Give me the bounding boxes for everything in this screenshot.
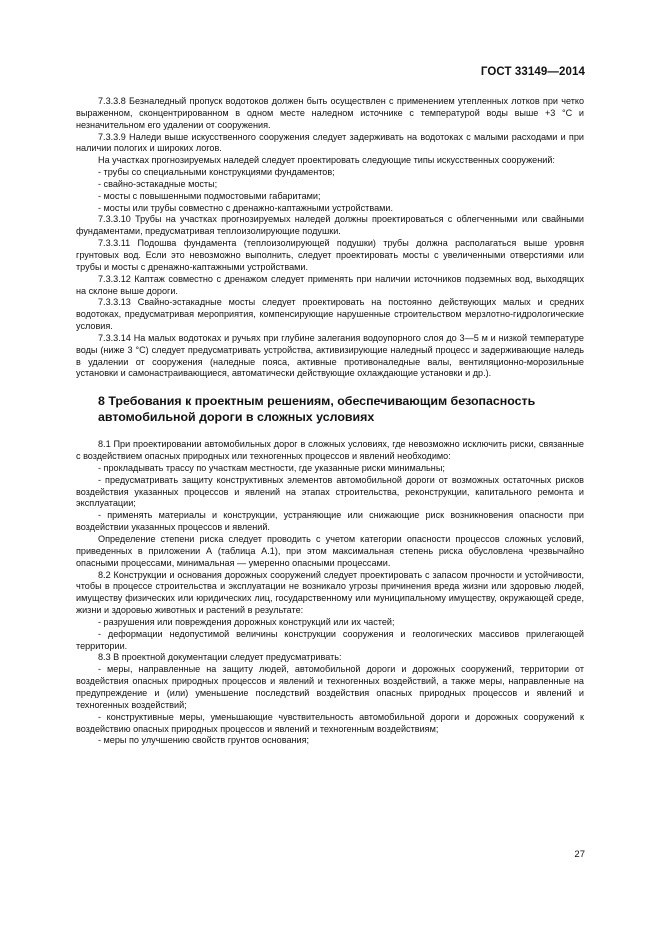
clause-7-3-3-14: 7.3.3.14 На малых водотоках и ручьях при глубине залегания водоупорного слоя до 3—5 м и низкой температуре воды (ниже 3 °С) следует предусматривать устройства, активизирующие наледный процесс и задерживающие наледь в удалении от сооружения (наледные пояса, активные противоналедные валы, вентиляционно-морозильные установки и самонастраивающиеся, автоматически действующие охлаждающие установки и др.). [76, 332, 584, 379]
section-heading: 8 Требования к проектным решениям, обеспечивающим безопасность автомобильной дороги в сложных условиях [98, 394, 536, 424]
clause-8-1: 8.1 При проектировании автомобильных дорог в сложных условиях, где невозможно исключить риски, связанные с воздействием опасных природных или техногенных процессов и явлений необходимо: [76, 439, 584, 462]
list-item: - разрушения или повреждения дорожных конструкций или их частей; [98, 616, 395, 627]
clause-7-3-3-9: 7.3.3.9 Наледи выше искусственного сооружения следует задерживать на водотоках с малыми расходами и при наличии пологих и широких логов. [76, 131, 584, 154]
paragraph-structure-types: На участках прогнозируемых наледей следует проектировать следующие типы искусственных сооружений: [98, 155, 555, 166]
clause-7-3-3-11: 7.3.3.11 Подошва фундамента (теплоизолирующей подушки) трубы должна располагаться выше уровня грунтовых вод. Если это невозможно выполнить, следует проектировать мосты с увеличенными отверстиями или трубы и мосты с дренажно-каптажными устройствами. [76, 238, 584, 272]
clause-7-3-3-8: 7.3.3.8 Безналедный пропуск водотоков должен быть осуществлен с применением утепленных лотков при четко выраженном, сконцентрированном в одном месте наледном источнике с температурой воды выше +3 °С и незначительном его удалении от сооружения. [76, 96, 584, 130]
list-item: - меры, направленные на защиту людей, автомобильной дороги и дорожных сооружений, территории от воздействия опасных природных процессов и явлений и техногенных воздействий, а также меры, направленные на предупреждение и (или) уменьшение последствий воздействия опасных природных процессов и явлений и техногенных воздействий; [76, 664, 584, 710]
paragraph-risk-degree: Определение степени риска следует проводить с учетом категории опасности процессов сложных условий, приведенных в приложении А (таблица А.1), при этом максимальная степень риска обусловлена чрезвычайно опасными процессами, минимальная — умеренно опасными процессами. [76, 534, 584, 568]
list-item: - применять материалы и конструкции, устраняющие или снижающие риск возникновения опасности при воздействии указанных процессов и явлений. [76, 510, 584, 533]
clause-7-3-3-12: 7.3.3.12 Каптаж совместно с дренажом следует применять при наличии источников подземных вод, выходящих на склоне выше дороги. [76, 273, 584, 296]
list-item: - трубы со специальными конструкциями фундаментов; [98, 167, 335, 178]
clause-7-3-3-10: 7.3.3.10 Трубы на участках прогнозируемых наледей должны проектироваться с облегченными или свайными фундаментами, предусматривая теплоизолирующие подушки. [76, 214, 584, 237]
clause-8-2: 8.2 Конструкции и основания дорожных сооружений следует проектировать с запасом прочности и устойчивости, чтобы в процессе строительства и эксплуатации не возникало угрозы причинения вреда жизни или здоровью людей, имуществу физических или юридических лиц, государственному или муниципальному имуществу, окружающей среде, жизни и здоровью животных и растений в результате: [76, 569, 584, 616]
list-item: - мосты или трубы совместно с дренажно-каптажными устройствами. [98, 202, 393, 213]
clause-7-3-3-13: 7.3.3.13 Свайно-эстакадные мосты следует проектировать на постоянно действующих малых и средних водотоках, предусматривая мероприятия, компенсирующие нарушенные строительством мерзлотно-гидрологические условия. [76, 297, 584, 332]
list-item: - конструктивные меры, уменьшающие чувствительность автомобильной дороги и дорожных сооружений к воздействию опасных природных процессов и явлений и техногенным воздействиям; [76, 711, 584, 734]
list-item: - меры по улучшению свойств грунтов основания; [98, 735, 310, 746]
list-item: - свайно-эстакадные мосты; [98, 178, 218, 189]
list-item: - мосты с повышенными подмостовыми габаритами; [98, 190, 321, 201]
list-item: - деформации недопустимой величины конструкции сооружения и геологических массивов прилегающей территории. [76, 628, 584, 651]
list-item: - прокладывать трассу по участкам местности, где указанные риски минимальны; [98, 462, 445, 473]
page-number: 27 [574, 849, 585, 860]
standard-number: ГОСТ 33149—2014 [480, 66, 585, 78]
clause-8-3: 8.3 В проектной документации следует предусматривать: [98, 652, 342, 663]
page-body [76, 96, 584, 747]
list-item: - предусматривать защиту конструктивных элементов автомобильной дороги от возможных остаточных рисков воздействия указанных процессов и явлений на этапах строительства, реконструкции, капитального ремонта и эксплуатации; [76, 474, 584, 509]
